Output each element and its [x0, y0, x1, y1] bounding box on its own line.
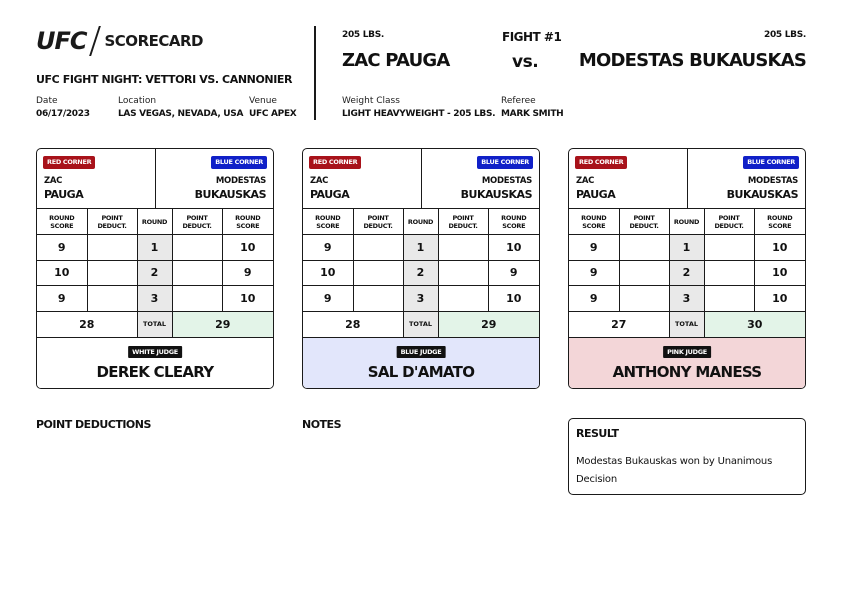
blue-corner-badge: BLUE CORNER	[477, 156, 533, 169]
document-title: SCORECARD	[104, 32, 203, 50]
blue-corner-badge: BLUE CORNER	[211, 156, 267, 169]
judge-box	[37, 337, 273, 389]
total-row	[303, 311, 539, 337]
result-text: Modestas Bukauskas won by Unanimous Decision	[576, 456, 773, 485]
blue-round-score: 10	[754, 286, 805, 312]
red-fighter-weight: 205 LBS.	[342, 30, 385, 40]
blue-total: 30	[704, 311, 805, 337]
round-number: 3	[669, 286, 704, 312]
judge-box	[569, 337, 805, 389]
table-row	[569, 235, 805, 261]
round-header: ROUND	[669, 209, 704, 235]
table-row	[303, 235, 539, 261]
blue-fighter-name: MODESTAS BUKAUSKAS	[578, 50, 806, 71]
blue-round-score: 9	[488, 260, 539, 286]
red-first-name: ZAC	[576, 176, 595, 186]
blue-corner-badge: BLUE CORNER	[743, 156, 799, 169]
red-round-score-header: ROUND SCORE	[37, 209, 87, 235]
blue-round-score: 10	[222, 286, 273, 312]
blue-last-name: BUKAUSKAS	[726, 188, 798, 201]
blue-first-name: MODESTAS	[215, 176, 266, 186]
card-header-divider	[687, 149, 688, 209]
judge-badge: WHITE JUDGE	[128, 346, 182, 358]
judge-name: DEREK CLEARY	[96, 363, 214, 381]
red-last-name: PAUGA	[44, 188, 84, 201]
blue-last-name: BUKAUSKAS	[194, 188, 266, 201]
blue-fighter-weight: 205 LBS.	[763, 30, 806, 40]
judge-badge: BLUE JUDGE	[397, 346, 446, 358]
total-label: TOTAL	[669, 311, 704, 337]
blue-point-deduct	[704, 235, 754, 261]
round-header: ROUND	[137, 209, 172, 235]
total-row	[37, 311, 273, 337]
red-total: 28	[37, 311, 137, 337]
card-header	[303, 149, 539, 209]
table-row	[569, 260, 805, 286]
red-total: 27	[569, 311, 669, 337]
score-table	[303, 208, 539, 338]
result-box	[568, 418, 806, 495]
blue-point-deduct-header: POINT DEDUCT.	[438, 209, 488, 235]
table-row	[303, 286, 539, 312]
red-round-score-header: ROUND SCORE	[303, 209, 353, 235]
red-total: 28	[303, 311, 403, 337]
score-table	[37, 208, 273, 338]
red-point-deduct	[87, 260, 137, 286]
referee-label: Referee	[501, 96, 536, 106]
red-point-deduct	[619, 260, 669, 286]
table-row	[37, 260, 273, 286]
total-label: TOTAL	[403, 311, 438, 337]
score-table	[569, 208, 805, 338]
blue-first-name: MODESTAS	[747, 176, 798, 186]
card-header-divider	[421, 149, 422, 209]
round-number: 2	[669, 260, 704, 286]
point-deductions-title: POINT DEDUCTIONS	[36, 418, 151, 431]
ufc-logo	[36, 26, 203, 56]
red-last-name: PAUGA	[576, 188, 616, 201]
blue-point-deduct	[438, 235, 488, 261]
score-table-header	[303, 209, 539, 235]
red-round-score: 9	[303, 286, 353, 312]
total-label: TOTAL	[137, 311, 172, 337]
red-round-score: 9	[569, 260, 619, 286]
red-round-score: 9	[37, 286, 87, 312]
location-label: Location	[118, 96, 157, 106]
round-number: 1	[403, 235, 438, 261]
red-round-score: 9	[37, 235, 87, 261]
blue-round-score: 10	[222, 235, 273, 261]
red-last-name: PAUGA	[310, 188, 350, 201]
fight-number: FIGHT #1	[502, 30, 562, 44]
blue-point-deduct	[438, 260, 488, 286]
score-table-header	[37, 209, 273, 235]
judge-badge: PINK JUDGE	[663, 346, 711, 358]
event-name: UFC FIGHT NIGHT: VETTORI VS. CANNONIER	[36, 73, 293, 86]
venue-label: Venue	[249, 96, 277, 106]
blue-first-name: MODESTAS	[481, 176, 532, 186]
blue-round-score-header: ROUND SCORE	[488, 209, 539, 235]
judge-name: SAL D'AMATO	[367, 363, 475, 381]
blue-point-deduct	[172, 260, 222, 286]
date-value: 06/17/2023	[36, 109, 90, 119]
red-point-deduct	[353, 235, 403, 261]
blue-total: 29	[438, 311, 539, 337]
logo-slash	[89, 26, 101, 56]
card-header-divider	[155, 149, 156, 209]
red-fighter-name: ZAC PAUGA	[342, 50, 450, 71]
blue-last-name: BUKAUSKAS	[460, 188, 532, 201]
round-number: 3	[137, 286, 172, 312]
red-round-score: 10	[303, 260, 353, 286]
blue-round-score: 10	[754, 235, 805, 261]
score-table-header	[569, 209, 805, 235]
red-point-deduct	[353, 286, 403, 312]
versus-label: vs.	[512, 52, 539, 72]
blue-point-deduct-header: POINT DEDUCT.	[172, 209, 222, 235]
card-header	[37, 149, 273, 209]
red-point-deduct	[353, 260, 403, 286]
date-label: Date	[36, 96, 58, 106]
total-row	[569, 311, 805, 337]
red-corner-badge: RED CORNER	[309, 156, 361, 169]
blue-round-score: 10	[488, 235, 539, 261]
judge-box	[303, 337, 539, 389]
red-round-score: 9	[569, 235, 619, 261]
referee-value: MARK SMITH	[501, 109, 564, 119]
red-round-score: 9	[569, 286, 619, 312]
blue-round-score-header: ROUND SCORE	[754, 209, 805, 235]
red-point-deduct	[619, 286, 669, 312]
red-corner-badge: RED CORNER	[575, 156, 627, 169]
round-number: 1	[137, 235, 172, 261]
judge-scorecard	[36, 148, 274, 389]
blue-point-deduct	[172, 286, 222, 312]
table-row	[303, 260, 539, 286]
red-first-name: ZAC	[44, 176, 63, 186]
round-number: 1	[669, 235, 704, 261]
weight-class-label: Weight Class	[342, 96, 400, 106]
blue-round-score-header: ROUND SCORE	[222, 209, 273, 235]
blue-point-deduct	[704, 286, 754, 312]
red-corner-badge: RED CORNER	[43, 156, 95, 169]
judge-scorecard	[568, 148, 806, 389]
table-row	[37, 235, 273, 261]
blue-round-score: 10	[488, 286, 539, 312]
blue-point-deduct	[172, 235, 222, 261]
blue-point-deduct	[704, 260, 754, 286]
result-title: RESULT	[576, 427, 619, 440]
card-header	[569, 149, 805, 209]
red-point-deduct-header: POINT DEDUCT.	[87, 209, 137, 235]
venue-value: UFC APEX	[249, 109, 297, 119]
red-round-score-header: ROUND SCORE	[569, 209, 619, 235]
round-number: 2	[403, 260, 438, 286]
blue-point-deduct	[438, 286, 488, 312]
red-point-deduct-header: POINT DEDUCT.	[353, 209, 403, 235]
blue-total: 29	[172, 311, 273, 337]
red-point-deduct	[87, 235, 137, 261]
blue-round-score: 10	[754, 260, 805, 286]
weight-class-value: LIGHT HEAVYWEIGHT - 205 LBS.	[342, 109, 496, 119]
red-round-score: 10	[37, 260, 87, 286]
red-point-deduct	[619, 235, 669, 261]
blue-round-score: 9	[222, 260, 273, 286]
red-point-deduct	[87, 286, 137, 312]
table-row	[37, 286, 273, 312]
judge-scorecard	[302, 148, 540, 389]
header-divider	[314, 26, 316, 120]
round-number: 3	[403, 286, 438, 312]
notes-title: NOTES	[302, 418, 341, 431]
red-point-deduct-header: POINT DEDUCT.	[619, 209, 669, 235]
table-row	[569, 286, 805, 312]
blue-point-deduct-header: POINT DEDUCT.	[704, 209, 754, 235]
red-first-name: ZAC	[310, 176, 329, 186]
round-header: ROUND	[403, 209, 438, 235]
logo-text: UFC	[36, 27, 87, 55]
judge-name: ANTHONY MANESS	[612, 363, 762, 381]
round-number: 2	[137, 260, 172, 286]
red-round-score: 9	[303, 235, 353, 261]
location-value: LAS VEGAS, NEVADA, USA	[118, 109, 244, 119]
